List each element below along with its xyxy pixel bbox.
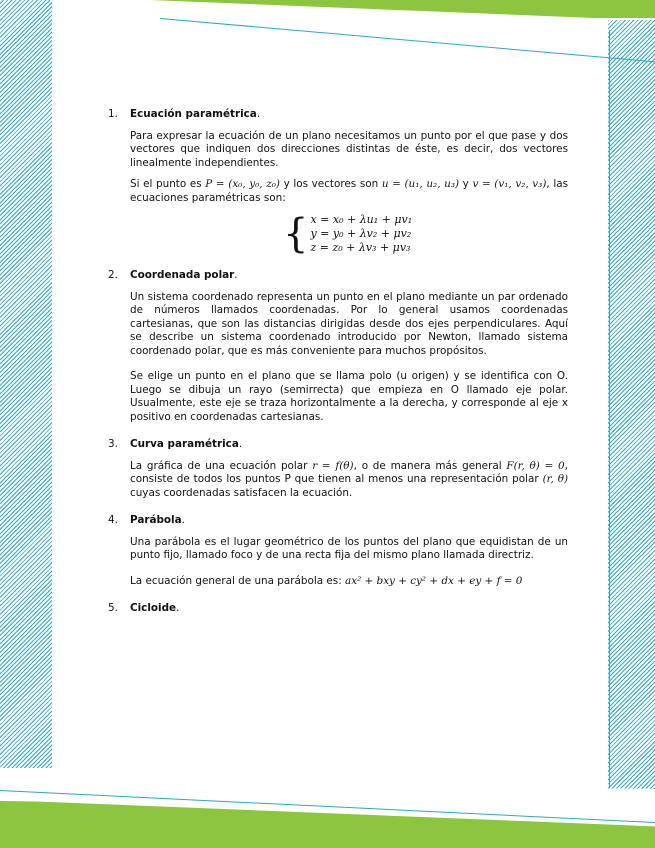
math-inline: F(r, θ) = 0 xyxy=(506,459,565,472)
math-inline: (r, θ) xyxy=(542,473,569,485)
section-title: Coordenada polar. xyxy=(130,269,238,281)
right-accent-line xyxy=(609,30,610,790)
parametric-equation-system xyxy=(283,213,568,255)
section-5 xyxy=(108,602,568,616)
left-brace: { xyxy=(283,211,309,257)
math-inline: P = (x₀, y₀, z₀) xyxy=(205,178,280,190)
section-number: 1. xyxy=(108,108,118,120)
math-inline: r = f(θ) xyxy=(312,459,354,472)
section-1 xyxy=(108,108,568,255)
section-title: Cicloide. xyxy=(130,602,180,614)
section-title: Parábola. xyxy=(130,514,185,526)
section-number: 3. xyxy=(108,438,118,450)
right-hatch-decoration xyxy=(605,20,655,792)
equation-line: z = z₀ + λv₃ + μv₃ xyxy=(310,241,411,254)
paragraph: Para expresar la ecuación de un plano necesitamos un punto por el que pase y dos vectores que indiquen dos direcciones distintas de éste, es decir, dos vectores linealmente independientes. xyxy=(130,129,568,169)
left-hatch-decoration xyxy=(0,0,54,768)
math-inline: ax² + bxy + cy² + dx + ey + f = 0 xyxy=(345,574,523,587)
section-number: 4. xyxy=(108,514,118,526)
equation-line: x = x₀ + λu₁ + μv₁ xyxy=(310,213,413,226)
math-inline: u = (u₁, u₂, u₃) xyxy=(381,178,460,190)
paragraph: Se elige un punto en el plano que se llama polo (u origen) y se identifica con O. Luego se dibuja un rayo (semirrecta) que empieza en O llamado eje polar. Usualmente, este eje se traza horizontalmente a la derecha, y corresponde al eje x positivo en coordenadas cartesianas. xyxy=(130,370,568,423)
section-2 xyxy=(108,269,568,424)
equation-line: y = y₀ + λv₂ + μv₂ xyxy=(310,227,412,240)
paragraph: Un sistema coordenado representa un punto en el plano mediante un par ordenado de números llamados coordenadas. Por lo general usamos coordenadas cartesianas, que son las distancias dirigidas desde dos ejes perpendiculares. Aquí se describe un sistema coordenado introducido por Newton, llamado sistema coordenado polar, que es más conveniente para muchos propósitos. xyxy=(130,290,568,357)
document-content xyxy=(108,108,568,616)
section-title: Ecuación paramétrica. xyxy=(130,108,261,120)
paragraph: La ecuación general de una parábola es: ax² + bxy + cy² + dx + ey + f = 0 xyxy=(130,574,523,587)
paragraph: La gráfica de una ecuación polar r = f(θ), o de manera más general F(r, θ) = 0, consiste de todos los puntos P que tienen al menos una representación polar (r, θ) cuyas coordenadas satisfacen la ecuación. xyxy=(130,459,569,499)
paragraph: Una parábola es el lugar geométrico de los puntos del plano que equidistan de un punto fijo, llamado foco y de una recta fija del mismo plano llamada directriz. xyxy=(130,535,568,561)
math-inline: v = (v₁, v₂, v₃) xyxy=(472,178,547,190)
section-3 xyxy=(108,438,568,500)
section-number: 5. xyxy=(108,602,118,614)
section-4 xyxy=(108,514,568,588)
section-number: 2. xyxy=(108,269,118,281)
paragraph: Si el punto es P = (x₀, y₀, z₀) y los vectores son u = (u₁, u₂, u₃) y v = (v₁, v₂, v₃), las ecuaciones paramétricas son: xyxy=(130,178,569,204)
section-title: Curva paramétrica. xyxy=(130,438,243,450)
